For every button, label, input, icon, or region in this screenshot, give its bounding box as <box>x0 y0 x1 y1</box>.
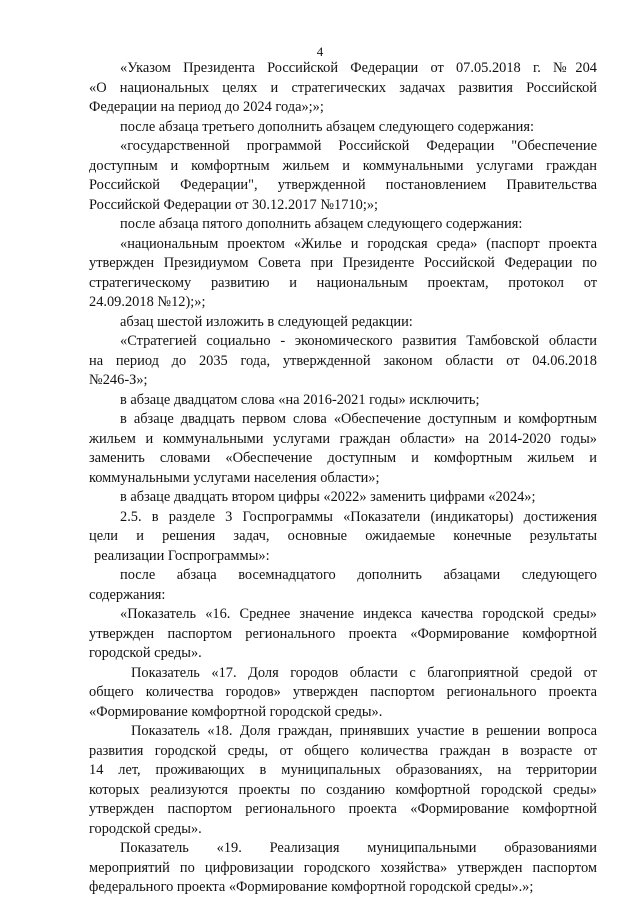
text-line: Федерации на период до 2024 года»;»; <box>89 99 324 115</box>
text-line: «Показатель «16. Среднее значение индекса качества городской среды» <box>120 606 597 622</box>
text-line: мероприятий по цифровизации городского хозяйства» утвержден паспортом <box>89 860 597 876</box>
text-line: на период до 2035 года, утвержденной законом области от 04.06.2018 <box>89 353 597 369</box>
text-line: №246-З»; <box>89 372 148 388</box>
page-number: 4 <box>316 44 324 59</box>
text-line: утвержден паспортом регионального проекта «Формирование комфортной <box>89 626 597 642</box>
text-line: которых реализуются проекты по созданию комфортной городской среды» <box>89 782 597 798</box>
text-line: после абзаца пятого дополнить абзацем следующего содержания: <box>120 216 523 232</box>
text-line: содержания: <box>89 587 166 603</box>
text-line: жильем и коммунальными услугами граждан области» на 2014-2020 годы» <box>89 431 597 447</box>
text-line: «Указом Президента Российской Федерации от 07.05.2018 г. №204 <box>120 60 597 76</box>
text-line: развития городской среды, от общего количества граждан в возрасте от <box>89 743 597 759</box>
text-line: утвержден паспортом регионального проекта «Формирование комфортной <box>89 801 597 817</box>
text-line: городской среды». <box>89 645 202 661</box>
text-line: цели и решения задач, основные ожидаемые конечные результаты <box>89 528 597 544</box>
text-line: «О национальных целях и стратегических задачах развития Российской <box>89 80 597 96</box>
text-line: доступным и комфортным жильем и коммунальными услугами граждан <box>89 158 597 174</box>
text-line: утвержден Президиумом Совета при Президенте Российской Федерации по <box>89 255 597 271</box>
text-line: реализации Госпрограммы»: <box>94 548 270 564</box>
text-line: стратегическому развитию и национальным проектам, протокол от <box>89 275 597 291</box>
text-line: Российской Федерации от 30.12.2017 №1710;»; <box>89 197 379 213</box>
text-line: «государственной программой Российской Федерации "Обеспечение <box>120 138 597 154</box>
text-line: абзац шестой изложить в следующей редакции: <box>120 314 413 330</box>
text-line: в абзаце двадцать первом слова «Обеспечение доступным и комфортным <box>120 411 597 427</box>
text-line: Российской Федерации", утвержденной постановлением Правительства <box>89 177 597 193</box>
text-line: 2.5. в разделе 3 Госпрограммы «Показатели (индикаторы) достижения <box>120 509 597 525</box>
text-line: «национальным проектом «Жилье и городская среда» (паспорт проекта <box>120 236 597 252</box>
text-line: в абзаце двадцатом слова «на 2016-2021 годы» исключить; <box>120 392 480 408</box>
text-line: общего количества городов» утвержден паспортом регионального проекта <box>89 684 597 700</box>
text-line: коммунальными услугами населения области»; <box>89 470 380 486</box>
text-line: федерального проекта «Формирование комфортной городской среды».»; <box>89 879 534 895</box>
text-line: 14 лет, проживающих в муниципальных образованиях, на территории <box>89 762 597 778</box>
text-line: Показатель «19. Реализация муниципальными образованиями <box>120 840 597 856</box>
text-line: в абзаце двадцать втором цифры «2022» заменить цифрами «2024»; <box>120 489 536 505</box>
text-line: городской среды». <box>89 821 202 837</box>
text-line: после абзаца третьего дополнить абзацем следующего содержания: <box>120 119 534 135</box>
text-line: «Стратегией социально - экономического развития Тамбовской области <box>120 333 597 349</box>
text-line: Показатель «18. Доля граждан, принявших участие в решении вопроса <box>131 723 597 739</box>
text-line: 24.09.2018 №12);»; <box>89 294 206 310</box>
text-line: «Формирование комфортной городской среды». <box>89 704 383 720</box>
text-line: заменить словами «Обеспечение доступным и комфортным жильем и <box>89 450 597 466</box>
text-line: после абзаца восемнадцатого дополнить абзацами следующего <box>120 567 597 583</box>
text-line: Показатель «17. Доля городов области с благоприятной средой от <box>131 665 597 681</box>
